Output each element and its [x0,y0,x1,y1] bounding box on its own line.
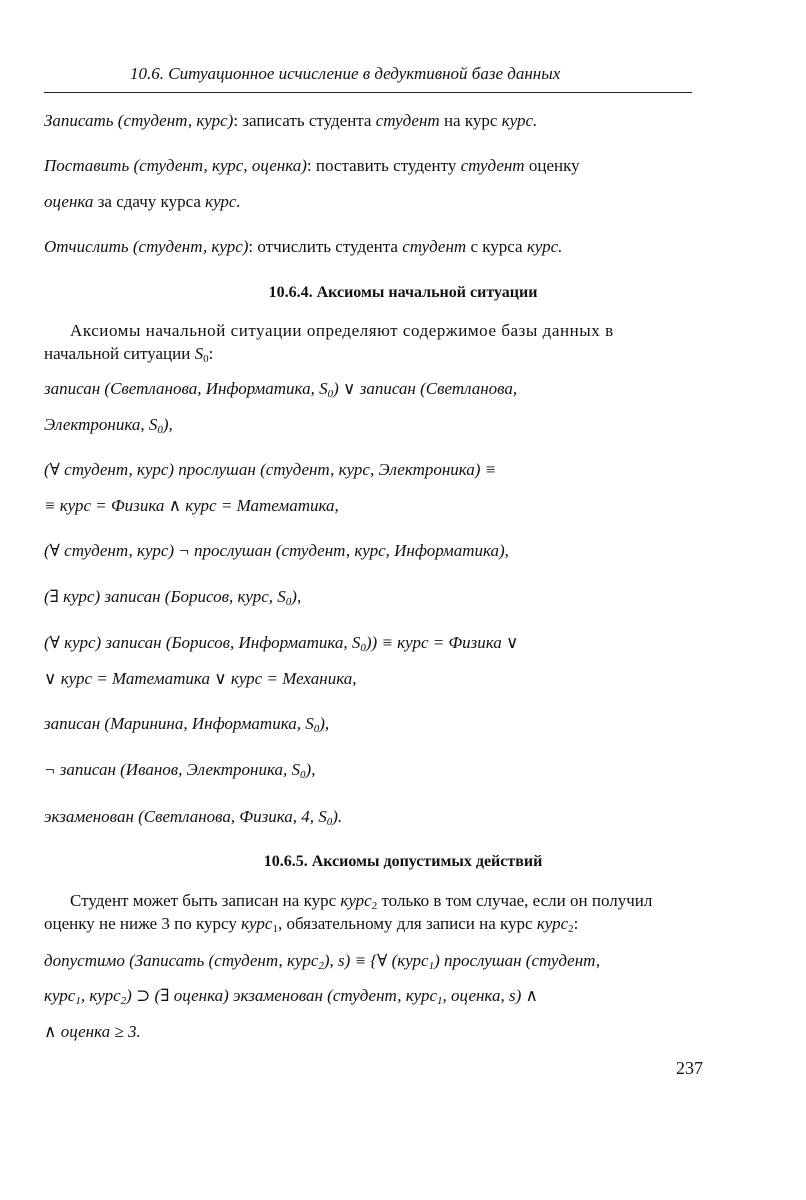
formula-2: Электроника, $S_0$), [44,415,173,436]
action-otchislit: Отчислить (студент, курс): отчислить студента студент с курса курс. [44,237,563,256]
dopustimo-line-3: ∧ оценка ≥ 3. [44,1022,141,1041]
section-heading-actions: 10.6.5. Аксиомы допустимых действий [263,853,543,870]
action-zapisat: Записать (студент, курс): записать студента студент на курс курс. [44,111,538,130]
formula-5: (∀ студент, курс) ¬ прослушан (студент, курс, Информатика), [44,541,509,560]
page-number: 237 [676,1058,703,1078]
formula-11: экзаменован (Светланова, Физика, 4, $S_0$). [44,807,343,828]
action-postavit-cont: оценка за сдачу курса курс. [44,192,241,211]
formula-9: записан (Маринина, Информатика, $S_0$), [44,714,330,735]
formula-6: (∃ курс) записан (Борисов, курс, $S_0$), [44,587,302,608]
action-postavit: Поставить (студент, курс, оценка): поставить студенту студент оценку [44,156,580,175]
dopustimo-line-1: допустимо (Записать (студент, курс$_2$), s) ≡ {∀ (курс$_1$) прослушан (студент, [44,951,601,972]
dopustimo-line-2: курс$_1$, курс$_2$) ⊃ (∃ оценка) экзаменован (студент, курс$_1$, оценка, s) ∧ [44,986,538,1007]
running-header: 10.6. Ситуационное исчисление в дедуктивной базе данных [130,64,561,83]
formula-4: ≡ курс = Физика ∧ курс = Математика, [44,496,339,515]
formula-1: записан (Светланова, Информатика, $S_0$) ∨ записан (Светланова, [44,379,518,400]
actions-para-line-1: Студент может быть записан на курс курс$_2$ только в том случае, если он получил [70,891,653,912]
formula-8: ∨ курс = Математика ∨ курс = Механика, [44,669,357,688]
formula-3: (∀ студент, курс) прослушан (студент, курс, Электроника) ≡ [44,460,497,479]
actions-para-line-2: оценку не ниже 3 по курсу курс$_1$, обязательному для записи на курс курс$_2$: [44,914,579,935]
section-heading-initial: 10.6.4. Аксиомы начальной ситуации [268,284,538,301]
formula-10: ¬ записан (Иванов, Электроника, $S_0$), [44,760,316,781]
formula-7: (∀ курс) записан (Борисов, Информатика, $S_0$)) ≡ курс = Физика ∨ [44,633,519,654]
intro-line-1: Аксиомы начальной ситуации определяют содержимое базы данных в [70,321,614,340]
intro-line-2: начальной ситуации $S_0$: [44,344,214,365]
header-rule [44,92,692,93]
